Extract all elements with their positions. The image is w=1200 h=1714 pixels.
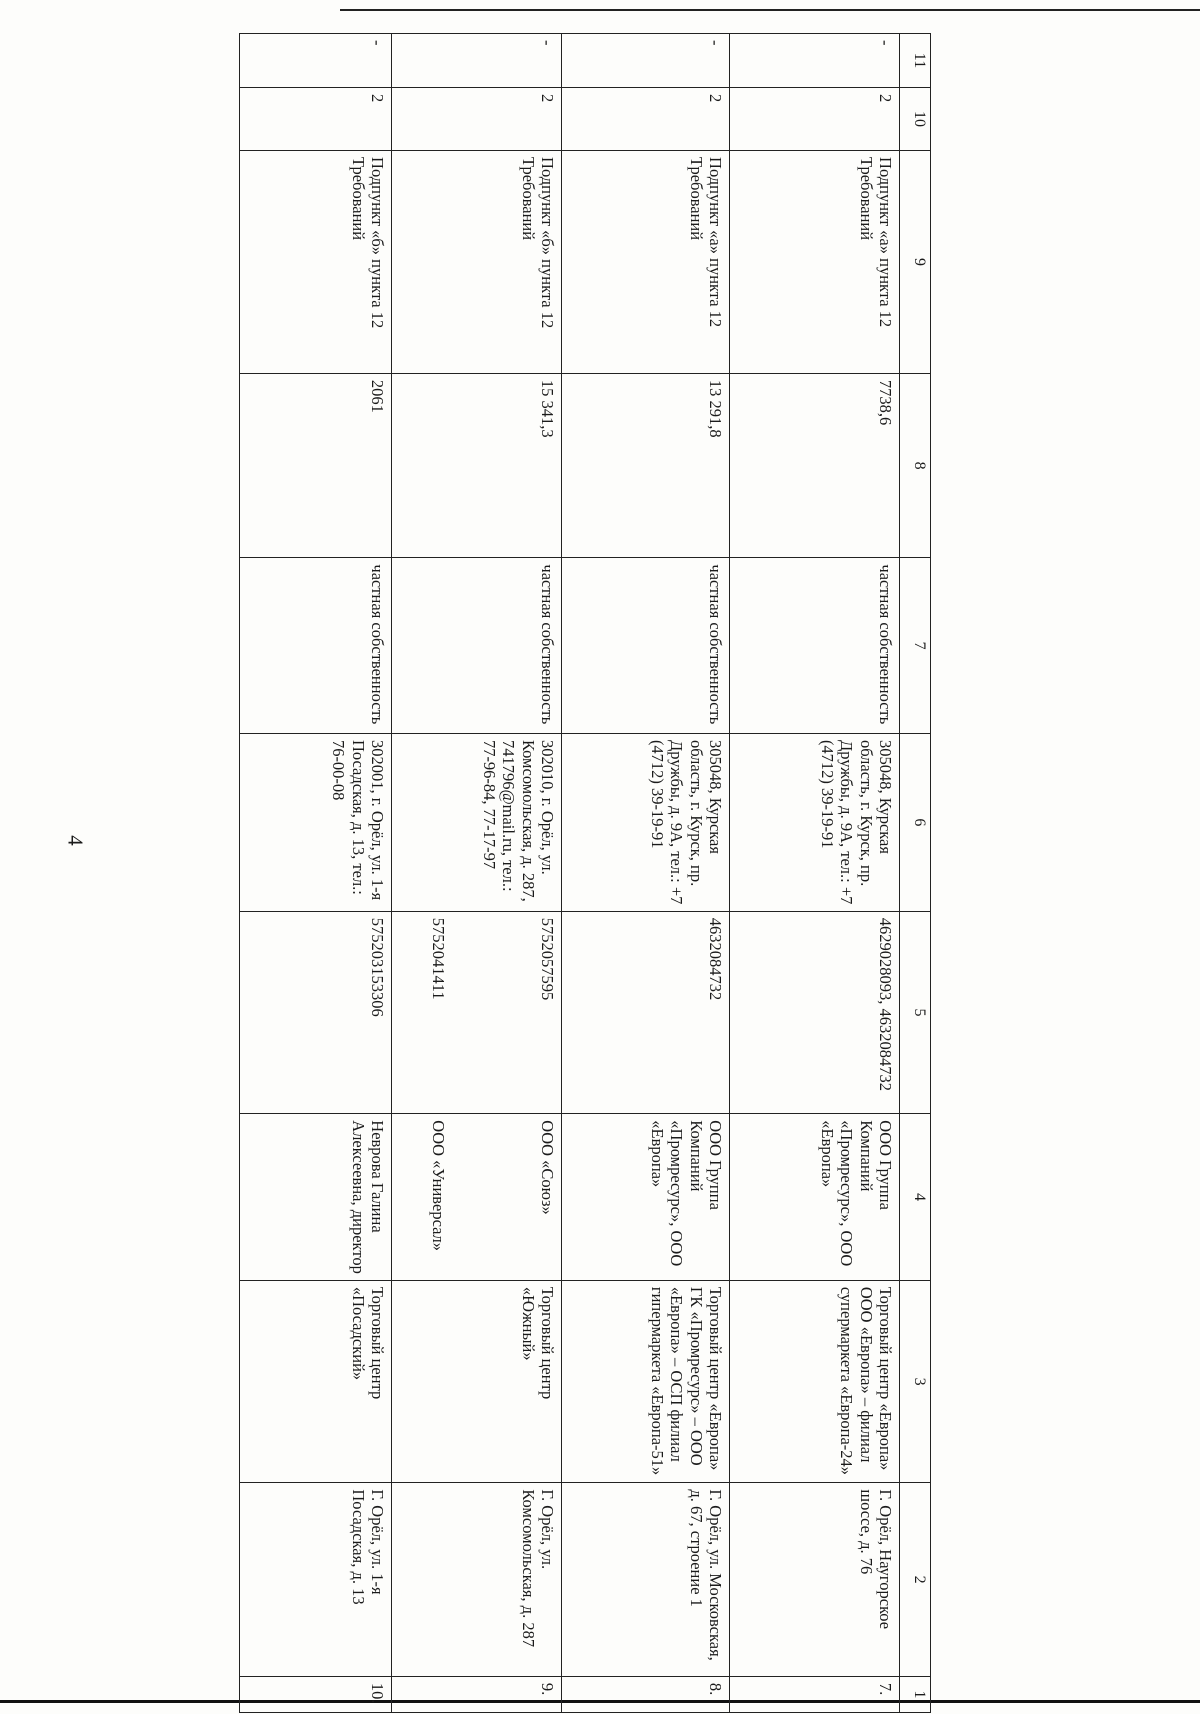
cell-object (392, 1280, 562, 1483)
cell-col11 (240, 34, 392, 88)
col-num-4: 4 (900, 1114, 931, 1281)
col-num-10: 10 (900, 88, 931, 151)
cell-contacts (392, 733, 562, 911)
col-num-11: 11 (900, 34, 931, 88)
cell-row-number (562, 1676, 730, 1712)
cell-col10-text: 2 (706, 94, 725, 103)
cell-col10-text: 2 (368, 94, 387, 103)
cell-object-text: Торговый центр «Южный» (518, 1286, 557, 1400)
cell-row-number-text: 10. (368, 1682, 387, 1704)
table-row (562, 34, 730, 1713)
cell-address (240, 1483, 392, 1677)
cell-ownership (240, 558, 392, 734)
cell-object-text: Торговый центр «Европа» ГК «Промресурс» – ООО «Европа» – ОСП филиал гипермаркета «Европа-51» (647, 1286, 725, 1476)
cell-ownership-text: частная собственность (706, 564, 725, 725)
cell-area (392, 373, 562, 558)
cell-basis (730, 151, 900, 374)
table-row (240, 34, 392, 1713)
cell-contacts-text: 302010, г. Орёл, ул. Комсомольская, д. 287, 741796@mail.ru, тел.: 77-96-84, 77-17-97 (479, 739, 557, 902)
cell-contacts-text: 302001, г. Орёл, ул. 1-я Посадская, д. 13, тел.: 76-00-08 (329, 739, 387, 901)
cell-owner-text: ООО Группа Компаний «Промресурс», ООО «Европа» (817, 1120, 895, 1267)
cell-address-text: Г. Орёл, Наугорское шоссе, д. 76 (856, 1489, 895, 1630)
col-num-7: 7 (900, 558, 931, 734)
cell-inn (730, 911, 900, 1114)
cell-ownership (730, 558, 900, 734)
cell-object-text: Торговый центр «Посадский» (348, 1286, 387, 1400)
cell-owner (562, 1114, 730, 1281)
cell-owner-text: Неврова Галина Алексеевна, директор (348, 1120, 387, 1274)
cell-inn (240, 911, 392, 1114)
cell-owner-text: ООО Группа Компаний «Промресурс», ООО «Европа» (647, 1120, 725, 1267)
cell-address-text: Г. Орёл, ул. 1-я Посадская, д. 13 (348, 1489, 387, 1605)
cell-contacts-text: 305048, Курская область, г. Курск, пр. Дружбы, д. 9А, тел.: +7 (4712) 39-19-91 (817, 739, 895, 905)
cell-col11-text: - (368, 40, 387, 46)
cell-basis (240, 151, 392, 374)
rotated-table-wrapper (239, 33, 931, 1713)
col-num-6: 6 (900, 733, 931, 911)
cell-ownership-text: частная собственность (538, 564, 557, 725)
col-num-2: 2 (900, 1483, 931, 1677)
cell-area-text: 2061 (368, 379, 387, 413)
table-row (730, 34, 900, 1713)
page-number: 4 (63, 835, 88, 846)
cell-contacts (240, 733, 392, 911)
cell-row-number (392, 1676, 562, 1712)
cell-area-text: 15 341,3 (538, 379, 557, 438)
cell-ownership-text: частная собственность (368, 564, 387, 725)
cell-inn (562, 911, 730, 1114)
cell-row-number-text: 7. (876, 1682, 895, 1696)
cell-area-text: 7738,6 (876, 379, 895, 426)
cell-ownership-text: частная собственность (876, 564, 895, 725)
cell-col10-text: 2 (538, 94, 557, 103)
column-number-row (900, 34, 931, 1713)
cell-row-number (240, 1676, 392, 1712)
cell-row-number-text: 9. (538, 1682, 557, 1696)
cell-col11-text: - (706, 40, 725, 46)
cell-owner (392, 1114, 562, 1281)
cell-object (240, 1280, 392, 1483)
cell-area (240, 373, 392, 558)
cell-ownership (562, 558, 730, 734)
cell-area (562, 373, 730, 558)
cell-inn-text: 5752057595 (538, 917, 557, 1001)
cell-col11-text: - (876, 40, 895, 46)
cell-address-text: Г. Орёл, ул. Московская, д. 67, строение 1 (686, 1489, 725, 1661)
objects-table (239, 33, 931, 1713)
col-num-5: 5 (900, 911, 931, 1114)
cell-object (562, 1280, 730, 1483)
cell-col11-text: - (538, 40, 557, 46)
cell-basis (392, 151, 562, 374)
cell-col10 (392, 88, 562, 151)
col-num-9: 9 (900, 151, 931, 374)
cell-address (730, 1483, 900, 1677)
cell-col10 (562, 88, 730, 151)
cell-col10 (240, 88, 392, 151)
cell-area-text: 13 291,8 (706, 379, 725, 438)
cell-basis-text: Подпункт «а» пункта 12 Требований (856, 157, 895, 328)
cell-inn-extra-text: 5752041411 (428, 917, 448, 1000)
cell-address-text: Г. Орёл, ул. Комсомольская, д. 287 (518, 1489, 557, 1648)
cell-basis (562, 151, 730, 374)
cell-inn-text: 575203153306 (368, 917, 387, 1017)
cell-col11 (562, 34, 730, 88)
top-scan-edge (340, 9, 1200, 11)
cell-address (392, 1483, 562, 1677)
cell-col10-text: 2 (876, 94, 895, 103)
cell-basis-text: Подпункт «а» пункта 12 Требований (686, 157, 725, 328)
cell-contacts (730, 733, 900, 911)
col-num-8: 8 (900, 373, 931, 558)
cell-owner (240, 1114, 392, 1281)
cell-object-text: Торговый центр «Европа» ООО «Европа» – филиал супермаркета «Европа-24» (837, 1286, 895, 1476)
cell-inn-text: 4632084732 (706, 917, 725, 1001)
table-row (392, 34, 562, 1713)
cell-col10 (730, 88, 900, 151)
cell-owner-text: ООО «Союз» (538, 1120, 557, 1215)
cell-col11 (392, 34, 562, 88)
cell-inn (392, 911, 562, 1114)
cell-ownership (392, 558, 562, 734)
cell-contacts (562, 733, 730, 911)
col-num-3: 3 (900, 1280, 931, 1483)
cell-row-number-text: 8. (706, 1682, 725, 1696)
cell-col11 (730, 34, 900, 88)
cell-basis-text: Подпункт «б» пункта 12 Требований (518, 157, 557, 329)
cell-address (562, 1483, 730, 1677)
cell-row-number (730, 1676, 900, 1712)
cell-owner (730, 1114, 900, 1281)
cell-area (730, 373, 900, 558)
cell-object (730, 1280, 900, 1483)
cell-inn-text: 4629028093, 4632084732 (876, 917, 895, 1091)
cell-owner-extra-text: ООО «Универсал» (428, 1120, 448, 1252)
cell-basis-text: Подпункт «б» пункта 12 Требований (348, 157, 387, 329)
cell-contacts-text: 305048, Курская область, г. Курск, пр. Дружбы, д. 9А, тел.: +7 (4712) 39-19-91 (647, 739, 725, 905)
col-num-1: 1 (900, 1676, 931, 1712)
